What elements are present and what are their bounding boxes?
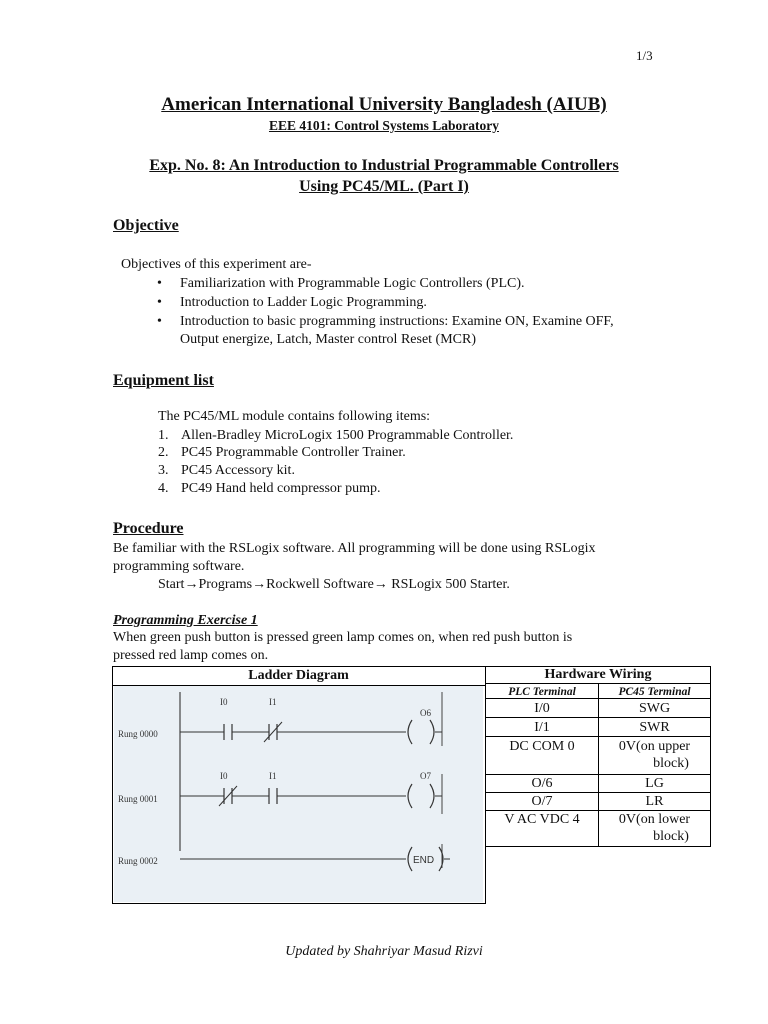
end-label: END (413, 855, 435, 866)
pc45-terminal-cell: 0V(on upper (618, 739, 691, 754)
rung-label: Rung 0000 (118, 729, 158, 739)
exercise-line2: pressed red lamp comes on. (113, 648, 269, 663)
contact-label: I1 (269, 697, 277, 707)
ladder-diagram-header: Ladder Diagram (248, 668, 349, 683)
bullet-icon: • (157, 314, 162, 329)
pc45-terminal-cell: LR (645, 794, 664, 809)
item-text: PC45 Programmable Controller Trainer. (181, 445, 406, 460)
course-title: EEE 4101: Control Systems Laboratory (268, 118, 499, 133)
pc45-terminal-cell: SWG (638, 701, 671, 716)
objective-intro: Objectives of this experiment are- (121, 257, 312, 272)
item-number: 3. (158, 463, 169, 478)
rung-label: Rung 0002 (118, 856, 158, 866)
objective-heading: Objective (113, 217, 179, 234)
plc-terminal-cell: V AC VDC 4 (504, 812, 580, 827)
plc-terminal-cell: O/6 (531, 776, 553, 791)
procedure-heading: Procedure (113, 520, 184, 537)
item-number: 1. (158, 428, 169, 443)
experiment-title-line1: Exp. No. 8: An Introduction to Industrial Programmable Controllers (149, 157, 619, 174)
equipment-heading: Equipment list (113, 372, 214, 389)
exercise-heading: Programming Exercise 1 (113, 613, 258, 628)
plc-terminal-cell: DC COM 0 (509, 739, 575, 754)
footer-credit: Updated by Shahriyar Masud Rizvi (285, 944, 483, 959)
page-number: 1/3 (636, 48, 653, 63)
ladder-background (114, 686, 483, 902)
item-text: Allen-Bradley MicroLogix 1500 Programmable Controller. (181, 428, 514, 443)
procedure-line1: Be familiar with the RSLogix software. All programming will be done using RSLogix (113, 541, 596, 556)
bullet-icon: • (157, 276, 162, 291)
exercise-line1: When green push button is pressed green lamp comes on, when red push button is (113, 630, 573, 645)
rung-label: Rung 0001 (118, 794, 158, 804)
hardware-wiring-header: Hardware Wiring (544, 667, 652, 682)
experiment-title-line2: Using PC45/ML. (Part I) (299, 178, 469, 195)
objective-bullet-text: Familiarization with Programmable Logic Controllers (PLC). (180, 276, 525, 291)
contact-label: I1 (269, 771, 277, 781)
pc45-terminal-cell: 0V(on lower (618, 812, 691, 827)
pc45-terminal-header: PC45 Terminal (618, 686, 691, 698)
coil-label: O7 (420, 771, 431, 781)
pc45-terminal-cell: LG (645, 776, 664, 791)
plc-terminal-cell: O/7 (531, 794, 553, 809)
university-title: American International University Bangladesh (AIUB) (161, 94, 607, 115)
plc-terminal-header: PLC Terminal (508, 686, 576, 698)
contact-label: I0 (220, 697, 228, 707)
objective-bullet-text: Introduction to basic programming instructions: Examine ON, Examine OFF, (180, 314, 614, 329)
pc45-terminal-cell-line2: block) (653, 829, 689, 844)
item-number: 2. (158, 445, 169, 460)
ladder-diagram-image (114, 686, 483, 902)
bullet-icon: • (157, 295, 162, 310)
plc-terminal-cell: I/1 (534, 720, 550, 735)
item-text: PC45 Accessory kit. (181, 463, 295, 478)
coil-label: O6 (420, 708, 431, 718)
plc-terminal-cell: I/0 (534, 701, 550, 716)
objective-bullet-text: Introduction to Ladder Logic Programming. (180, 295, 427, 310)
procedure-menu-path: Start→Programs→Rockwell Software→ RSLogix 500 Starter. (158, 577, 510, 592)
item-number: 4. (158, 481, 169, 496)
pc45-terminal-cell-line2: block) (653, 756, 689, 771)
equipment-intro: The PC45/ML module contains following items: (158, 409, 431, 424)
objective-bullet-continuation: Output energize, Latch, Master control Reset (MCR) (180, 332, 476, 347)
item-text: PC49 Hand held compressor pump. (181, 481, 381, 496)
pc45-terminal-cell: SWR (639, 720, 670, 735)
contact-label: I0 (220, 771, 228, 781)
procedure-line2: programming software. (113, 559, 245, 574)
